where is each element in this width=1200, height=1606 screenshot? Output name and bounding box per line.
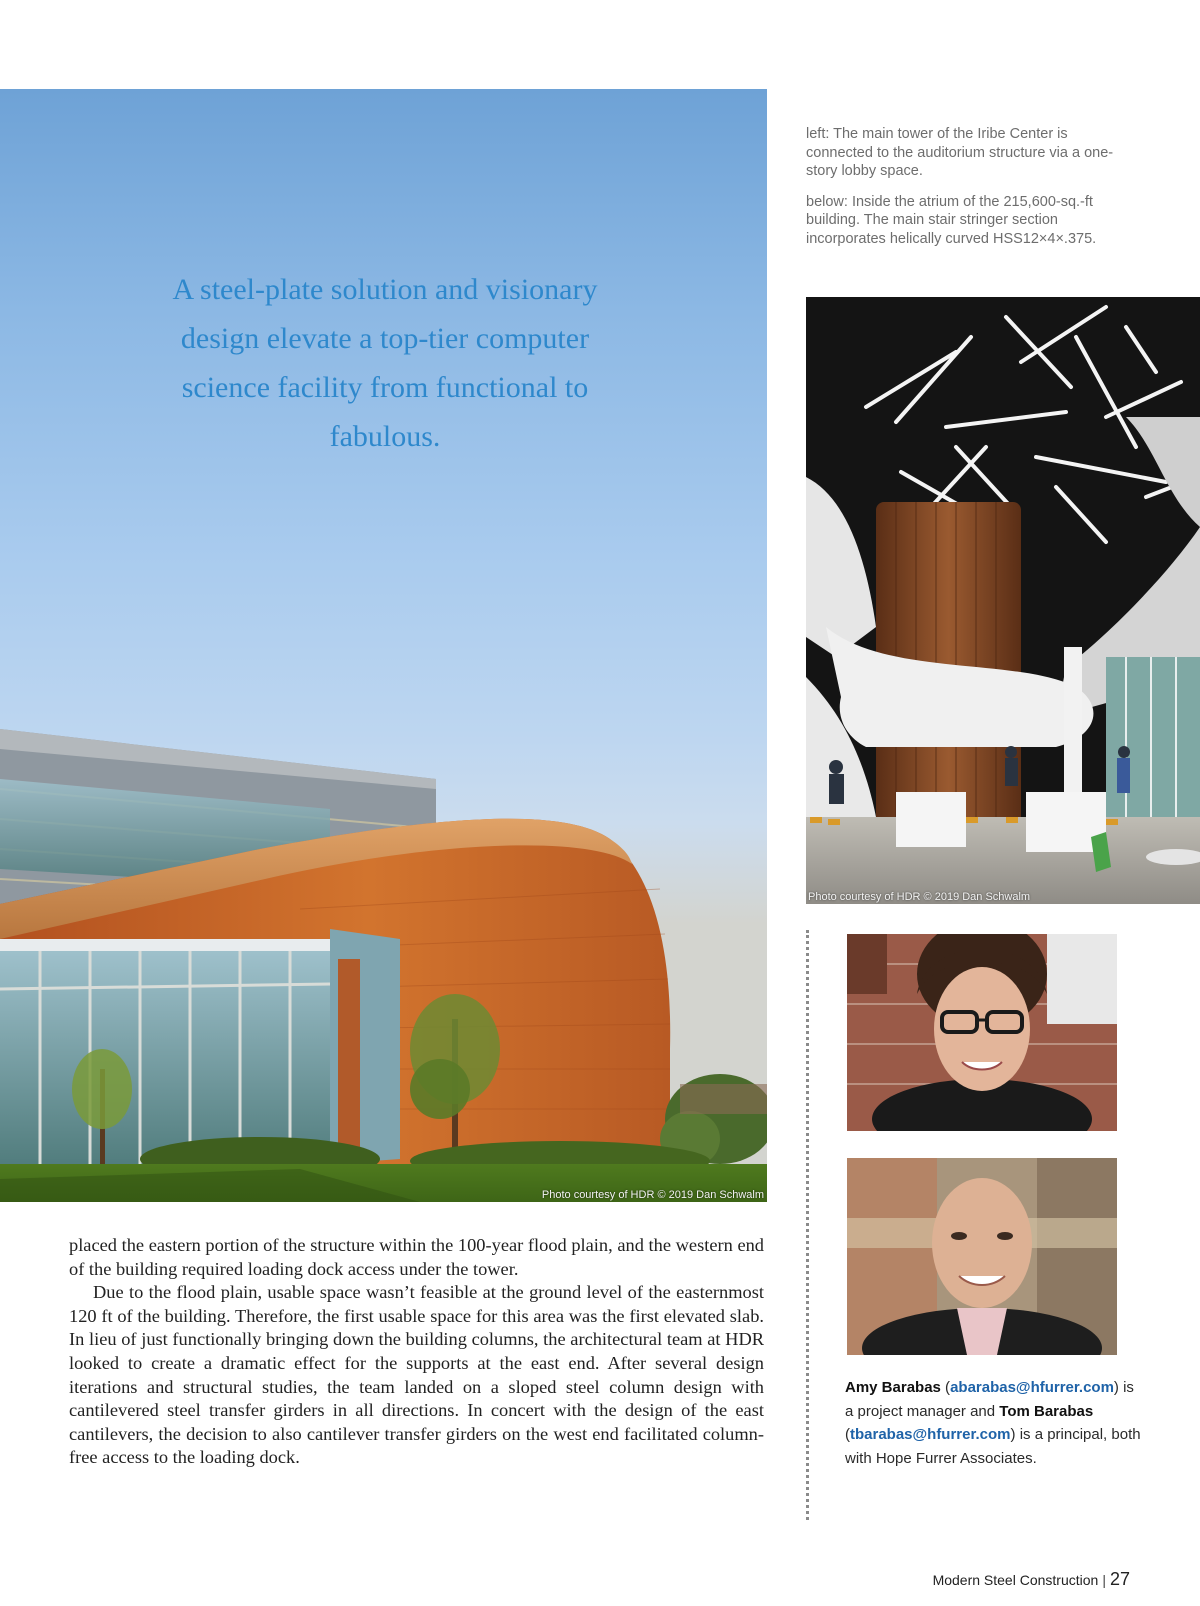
pull-quote: A steel-plate solution and visionary design elevate a top-tier computer science facility from functional to fabulous.: [172, 273, 598, 453]
author-name-tom: Tom Barabas: [999, 1402, 1094, 1420]
role-amy: is a project manager and: [845, 1379, 1134, 1420]
portrait-woman: [847, 934, 1117, 1131]
author-bio: [845, 1376, 1145, 1470]
article-body: [69, 1234, 764, 1470]
headshot-tom-barabas: [847, 1158, 1117, 1355]
publication-name: Modern Steel Construction: [932, 1572, 1099, 1588]
role-tom: is a principal, both with Hope Furrer Associates.: [845, 1426, 1141, 1467]
email-link-amy[interactable]: abarabas@hfurrer.com: [950, 1379, 1114, 1396]
page-number: 27: [1109, 1569, 1130, 1589]
caption-below: below: Inside the atrium of the 215,600-sq.-ft building. The main stair stringer section incorporates helically curved HSS12×4×.375.: [806, 193, 1097, 247]
atrium-illustration: [806, 297, 1200, 904]
dotted-divider: [806, 930, 809, 1520]
footer-separator: |: [1102, 1572, 1106, 1588]
photo-credit-hero: Photo courtesy of HDR © 2019 Dan Schwalm: [541, 1189, 764, 1201]
page-footer: [933, 1569, 1130, 1590]
bio-paragraph: Amy Barabas (abarabas@hfurrer.com) is a project manager and Tom Barabas (tbarabas@hfurrer.com) is a principal, both with Hope Furrer Associates.: [845, 1379, 1141, 1467]
body-paragraph-2: Due to the flood plain, usable space wasn’t feasible at the ground level of the easternmost 120 ft of the building. Therefore, the first usable space for this area was the first elevated slab. In lieu of just functionally bringing down the building columns, the architectural team at HDR looked to create a dramatic effect for the supports at the east end. After several design iterations and structural studies, the team landed on a sloped steel column design with cantilevered steel transfer girders in all directions. In concert with the design of the east cantilevers, the decision to also cantilever transfer girders on the west end facilitated column-free access to the loading dock.: [69, 1282, 764, 1468]
portrait-man: [847, 1158, 1117, 1355]
photo-captions: [806, 125, 1126, 260]
hero-photo: [0, 89, 767, 1202]
atrium-photo: [806, 297, 1200, 904]
author-name-amy: Amy Barabas: [845, 1379, 941, 1396]
email-link-tom[interactable]: tbarabas@hfurrer.com: [850, 1426, 1011, 1443]
photo-credit-atrium: Photo courtesy of HDR © 2019 Dan Schwalm: [808, 891, 1031, 903]
iribe-center-exterior-illustration: [0, 89, 767, 1202]
caption-left: left: The main tower of the Iribe Center is connected to the auditorium structure via a one-story lobby space.: [806, 126, 1114, 179]
headshot-amy-barabas: [847, 934, 1117, 1131]
body-paragraph-1: placed the eastern portion of the structure within the 100-year flood plain, and the western end of the building required loading dock access under the tower.: [69, 1235, 764, 1279]
